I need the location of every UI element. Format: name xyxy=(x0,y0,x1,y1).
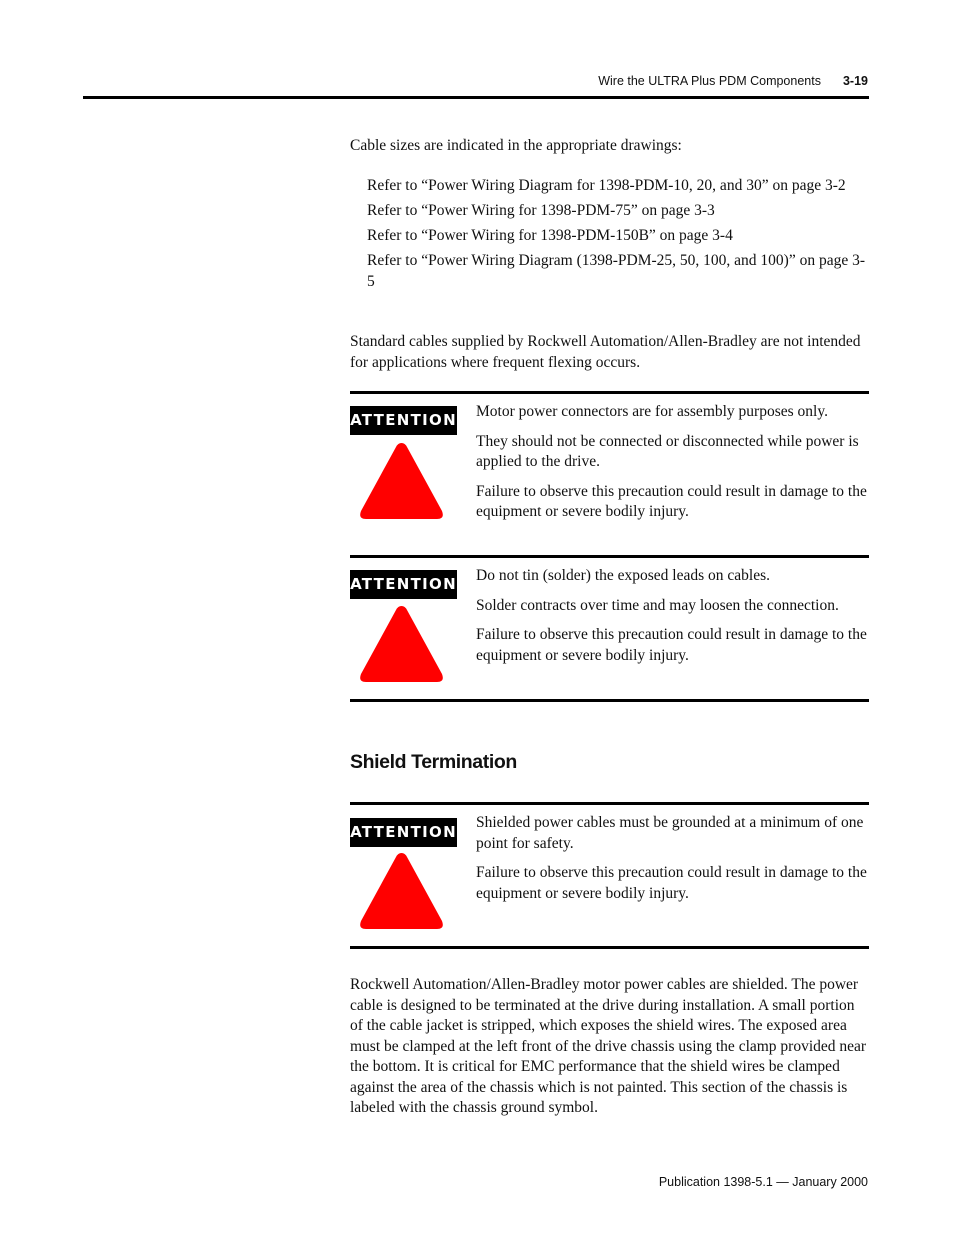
attention-bottom-rule xyxy=(350,699,869,702)
attention-paragraph: Motor power connectors are for assembly purposes only. xyxy=(476,403,828,420)
standard-cables-note: Standard cables supplied by Rockwell Automation/Allen-Bradley are not intended for applications where frequent flexing occurs. xyxy=(350,333,861,371)
shield-termination-paragraph: Rockwell Automation/Allen-Bradley motor power cables are shielded. The power cable is designed to be terminated at the drive during installation. A small portion of the cable jacket is stripped, which exposes the shield wires. The exposed area must be clamped at the left front of the drive chassis using the clamp provided near the bottom. It is critical for EMC performance that the shield wires be clamped against the area of the chassis which is not painted. This section of the chassis is labeled with the chassis ground symbol. xyxy=(350,976,867,1116)
warning-triangle-icon xyxy=(357,440,446,522)
attention-paragraph: Solder contracts over time and may loosen the connection. xyxy=(476,596,839,614)
warning-triangle-icon xyxy=(357,603,446,685)
attention-top-rule xyxy=(350,391,869,394)
reference-item[interactable]: Refer to “Power Wiring for 1398-PDM-75” on page 3-3 xyxy=(367,202,715,219)
intro-paragraph: Cable sizes are indicated in the appropriate drawings: xyxy=(350,137,682,154)
attention-paragraph: Failure to observe this precaution could result in damage to the equipment or severe bodily injury. xyxy=(476,864,867,902)
header-title: Wire the ULTRA Plus PDM Components xyxy=(598,74,821,88)
header-rule xyxy=(83,96,869,99)
reference-item[interactable]: Refer to “Power Wiring Diagram for 1398-PDM-10, 20, and 30” on page 3-2 xyxy=(367,177,846,194)
section-heading: Shield Termination xyxy=(350,751,517,773)
attention-top-rule xyxy=(350,555,869,558)
running-header xyxy=(598,74,868,88)
attention-label: ATTENTION xyxy=(350,570,457,599)
attention-top-rule xyxy=(350,802,869,805)
attention-label: ATTENTION xyxy=(350,406,457,435)
publication-footer: Publication 1398-5.1 — January 2000 xyxy=(658,1175,868,1189)
attention-text xyxy=(476,566,869,675)
reference-list xyxy=(367,176,867,297)
reference-item[interactable]: Refer to “Power Wiring Diagram (1398-PDM-25, 50, 100, and 100)” on page 3-5 xyxy=(367,252,865,290)
attention-bottom-rule xyxy=(350,946,869,949)
reference-item[interactable]: Refer to “Power Wiring for 1398-PDM-150B” on page 3-4 xyxy=(367,227,733,244)
attention-paragraph: Shielded power cables must be grounded at a minimum of one point for safety. xyxy=(476,814,864,852)
attention-paragraph: They should not be connected or disconnected while power is applied to the drive. xyxy=(476,432,859,470)
page-number: 3-19 xyxy=(842,74,868,88)
attention-text xyxy=(476,402,869,532)
attention-paragraph: Failure to observe this precaution could result in damage to the equipment or severe bodily injury. xyxy=(476,482,867,520)
warning-triangle-icon xyxy=(357,850,446,932)
attention-text xyxy=(476,813,869,913)
attention-label: ATTENTION xyxy=(350,818,457,847)
attention-paragraph: Failure to observe this precaution could result in damage to the equipment or severe bodily injury. xyxy=(476,626,867,664)
attention-paragraph: Do not tin (solder) the exposed leads on cables. xyxy=(476,567,770,584)
